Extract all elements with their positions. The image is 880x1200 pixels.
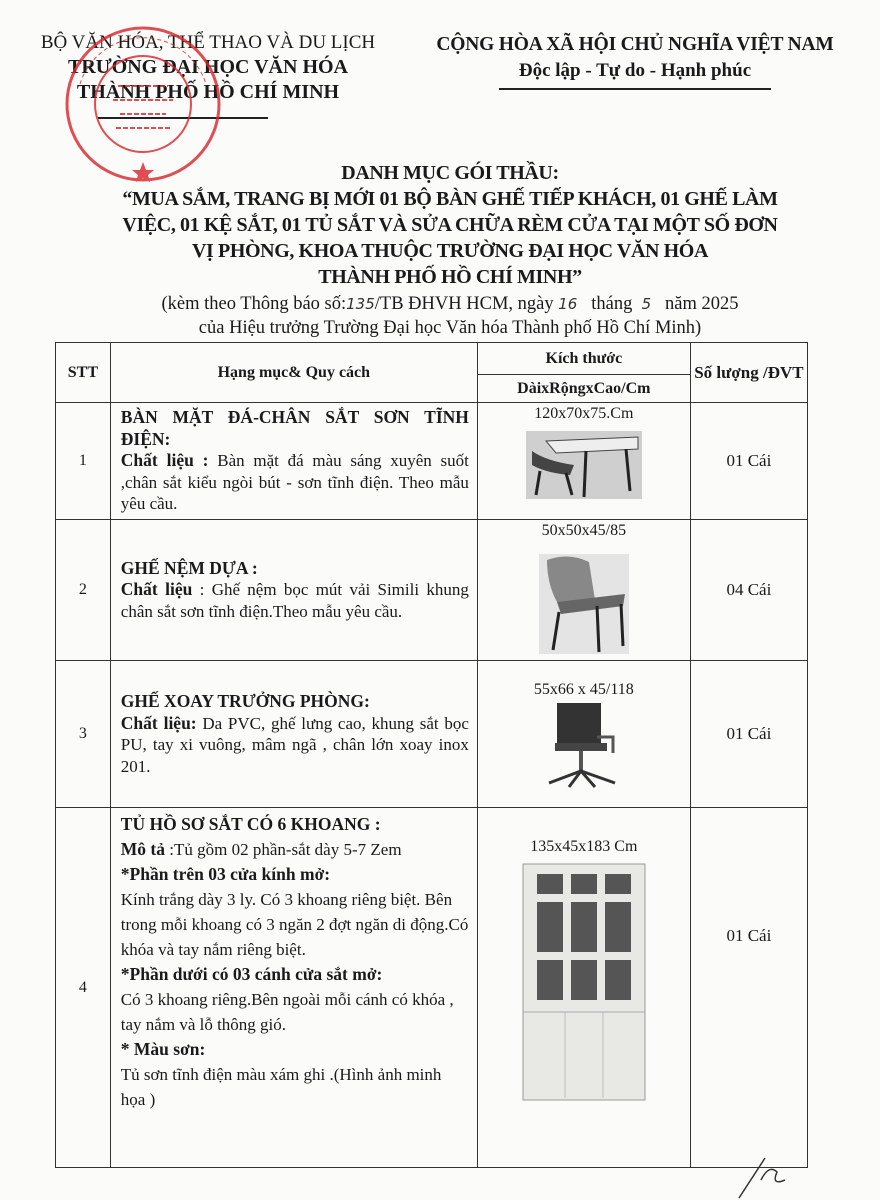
office-chair-image (539, 701, 629, 789)
republic-name: CỘNG HÒA XÃ HỘI CHỦ NGHĨA VIỆT NAM (436, 34, 834, 55)
row-stt: 3 (56, 661, 111, 808)
document-title (30, 160, 870, 290)
title-line: VIỆC, 01 KỆ SẮT, 01 TỦ SẮT VÀ SỬA CHỮA RÈM CỬA TẠI MỘT SỐ ĐƠN (122, 214, 778, 236)
ref-day: 16 (558, 295, 578, 313)
item-label: Chất liệu (120, 579, 193, 600)
row-stt: 1 (56, 403, 111, 520)
item-label: Chất liệu : (120, 450, 209, 471)
document-body (30, 160, 870, 1168)
ref-mid: /TB ĐHVH HCM, ngày (374, 294, 554, 314)
item-text: Da PVC, ghế lưng cao, khung sắt bọc PU, tay xi vuông, mâm ngã , chân lớn xoay inox 201. (120, 713, 469, 776)
header-qty: Số lượng /ĐVT (690, 343, 807, 403)
title-line: DANH MỤC GÓI THẦU: (341, 162, 559, 184)
national-motto: Độc lập - Tự do - Hạnh phúc (518, 60, 752, 81)
lower-section-title: *Phần dưới có 03 cánh cửa sắt mở: (120, 964, 383, 984)
item-text: :Tủ gồm 02 phần-sắt dày 5-7 Zem (169, 840, 402, 859)
ref-prefix: (kèm theo Thông báo số: (161, 294, 347, 314)
row-description (110, 661, 477, 808)
paint-color-text: Tủ sơn tĩnh điện màu xám ghi .(Hình ảnh minh họa ) (120, 1065, 442, 1109)
row-qty: 01 Cái (690, 661, 807, 808)
bid-items-table (55, 342, 808, 1168)
ref-line2: của Hiệu trưởng Trường Đại học Văn hóa Thành phố Hồ Chí Minh) (198, 318, 702, 338)
table-row (56, 403, 808, 520)
table-header-row (56, 343, 808, 375)
upper-section-title: *Phần trên 03 cửa kính mở: (120, 864, 331, 884)
ref-year: năm 2025 (665, 294, 739, 314)
item-label: Chất liệu: (120, 712, 197, 733)
item-title: GHẾ XOAY TRƯỞNG PHÒNG: (120, 691, 370, 711)
title-line: “MUA SẮM, TRANG BỊ MỚI 01 BỘ BÀN GHẾ TIẾP KHÁCH, 01 GHẾ LÀM (122, 188, 778, 210)
row-stt: 2 (56, 520, 111, 661)
item-title: BÀN MẶT ĐÁ-CHÂN SẮT SƠN TĨNH ĐIỆN: (120, 407, 469, 449)
ref-month: 5 (641, 295, 652, 313)
table-row (56, 520, 808, 661)
row-description (110, 520, 477, 661)
row-qty: 01 Cái (690, 403, 807, 520)
school-name-line1: TRƯỜNG ĐẠI HỌC VĂN HÓA (67, 56, 348, 78)
row-qty: 04 Cái (690, 520, 807, 661)
ministry-name: BỘ VĂN HÓA, THỂ THAO VÀ DU LỊCH (40, 32, 376, 53)
size-value: 120x70x75.Cm (534, 405, 634, 422)
item-label: Mô tả (120, 839, 166, 859)
item-text: : Ghế nệm bọc mút vải Simili khung chân sắt sơn tĩnh điện.Theo mẫu yêu cầu. (120, 580, 469, 621)
row-size (477, 520, 690, 661)
table-row (56, 661, 808, 808)
header-item: Hạng mục& Quy cách (110, 343, 477, 403)
header-stt: STT (56, 343, 111, 403)
table-image (526, 431, 642, 499)
paint-color-title: * Màu sơn: (120, 1039, 206, 1059)
item-text: Bàn mặt đá màu sáng xuyên suốt ,chân sắt kiểu ngòi bút - sơn tĩnh điện. Theo mẫu yêu cầu. (120, 451, 469, 514)
size-value: 135x45x183 Cm (530, 838, 638, 855)
row-size (477, 403, 690, 520)
size-value: 55x66 x 45/118 (533, 681, 634, 698)
title-line: VỊ PHÒNG, KHOA THUỘC TRƯỜNG ĐẠI HỌC VĂN HÓA (192, 240, 708, 262)
title-line: THÀNH PHỐ HỒ CHÍ MINH” (318, 266, 582, 288)
cabinet-image (521, 862, 647, 1102)
national-header (402, 34, 868, 90)
header-size-unit: DàixRộngxCao/Cm (477, 375, 690, 403)
initials-signature (735, 1150, 795, 1200)
table-row (56, 808, 808, 1168)
ref-month-label: tháng (591, 294, 633, 314)
header-size: Kích thước (477, 343, 690, 375)
row-size (477, 661, 690, 808)
lower-section-text: Có 3 khoang riêng.Bên ngoài mỗi cánh có khóa , tay nắm và lỗ thông gió. (120, 990, 454, 1034)
row-stt: 4 (56, 808, 111, 1168)
ref-number: 135 (346, 295, 375, 313)
item-title: GHẾ NỆM DỰA : (120, 557, 258, 578)
row-description (110, 808, 477, 1168)
chair-image (539, 554, 629, 654)
divider (499, 88, 771, 90)
item-title: TỦ HỒ SƠ SẮT CÓ 6 KHOANG : (120, 814, 381, 834)
school-name-line2: THÀNH PHỐ HỒ CHÍ MINH (76, 81, 340, 103)
row-qty: 01 Cái (690, 808, 807, 1168)
row-size (477, 808, 690, 1168)
size-value: 50x50x45/85 (541, 522, 627, 539)
upper-section-text: Kính trắng dày 3 ly. Có 3 khoang riêng biệt. Bên trong mỗi khoang có 3 ngăn 2 đợt ngăn di động.Có khóa và tay nắm riêng biệt. (120, 890, 469, 959)
document-reference (30, 292, 870, 340)
row-description (110, 403, 477, 520)
